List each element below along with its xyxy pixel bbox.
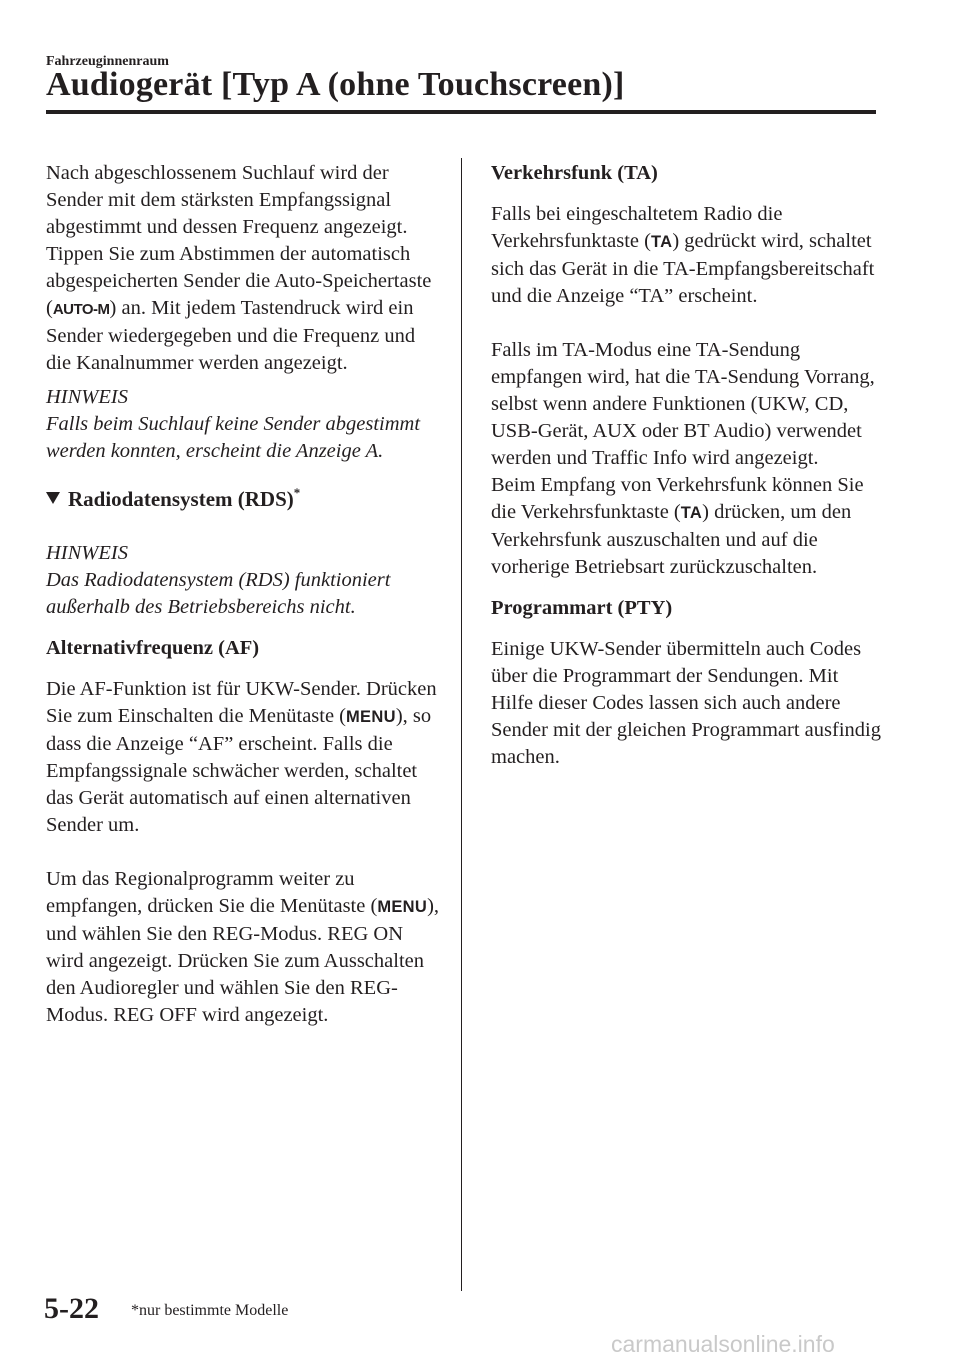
auto-m-key-label: AUTO-M — [52, 301, 110, 318]
right-column — [491, 160, 883, 771]
footnote: *nur bestimmte Modelle — [131, 1302, 289, 1319]
text-span: ) gedrückt wird, schaltet sich das Gerät in die TA-Empfangsbereitschaft und die Anzeige “TA” erscheint. — [491, 230, 875, 307]
triangle-bullet-icon — [46, 492, 60, 504]
text-span: Um das Regionalprogramm weiter zu empfangen, drücken Sie die Menütaste ( — [46, 868, 378, 917]
left-column — [46, 160, 441, 1029]
text-span: Die AF-Funktion ist für UKW-Sender. Drücken Sie zum Einschalten die Menütaste ( — [46, 678, 437, 727]
page-title: Audiogerät [Typ A (ohne Touchscreen)] — [46, 66, 625, 103]
ta-heading: Verkehrsfunk (TA) — [491, 162, 658, 184]
menu-key-label: MENU — [377, 898, 428, 916]
af-heading: Alternativfrequenz (AF) — [46, 637, 260, 659]
text-span: Falls bei eingeschaltetem Radio die Verkehrsfunktaste ( — [491, 203, 783, 252]
ta-mode-paragraph: Falls im TA-Modus eine TA-Sendung empfangen wird, hat die TA-Sendung Vorrang, selbst wenn andere Funktionen (UKW, CD, USB-Gerät, AUX oder BT Audio) verwendet werden und Traffic Info wird angezeigt. — [491, 339, 875, 469]
footnote-star: * — [293, 485, 301, 500]
text-span: Nach abgeschlossenem Suchlauf wird der Sender mit dem stärksten Empfangssignal abgestimmt und dessen Frequenz angezeigt. Tippen Sie zum Abstimmen der automatisch abgespeicherten Sender die Auto-Speichertaste ( — [46, 162, 432, 319]
af-paragraph — [46, 676, 441, 839]
note-title: HINWEIS — [46, 542, 128, 564]
menu-key-label: MENU — [346, 708, 396, 726]
column-divider — [461, 158, 462, 1291]
page-number: 5-22 — [44, 1292, 99, 1325]
text-span: ), und wählen Sie den REG-Modus. REG ON wird angezeigt. Drücken Sie zum Ausschalten den Audioregler und wählen Sie den REG-Modus. REG OFF wird angezeigt. — [46, 895, 440, 1026]
title-rule — [46, 110, 876, 114]
section-header: Fahrzeuginnenraum — [46, 54, 169, 69]
note-text: Falls beim Suchlauf keine Sender abgestimmt werden konnten, erscheint die Anzeige A. — [46, 413, 421, 462]
text-span: ) an. Mit jedem Tastendruck wird ein Sender wiedergegeben und die Frequenz und die Kanalnummer werden angezeigt. — [46, 297, 416, 374]
ta-off-paragraph — [491, 472, 883, 581]
note-text: Das Radiodatensystem (RDS) funktioniert außerhalb des Betriebsbereichs nicht. — [46, 569, 391, 618]
note-title: HINWEIS — [46, 386, 128, 408]
rds-heading-text: Radiodatensystem (RDS) — [68, 487, 294, 511]
pty-heading: Programmart (PTY) — [491, 597, 673, 619]
pty-paragraph: Einige UKW-Sender übermitteln auch Codes über die Programmart der Sendungen. Mit Hilfe dieser Codes lassen sich auch andere Sender mit der gleichen Programmart ausfindig machen. — [491, 638, 881, 768]
ta-key-label: TA — [680, 504, 703, 522]
text-span: ) drücken, um den Verkehrsfunk auszuschalten und auf die vorherige Betriebsart zurückzuschalten. — [491, 501, 852, 578]
ta-paragraph — [491, 201, 883, 310]
text-span: ), so dass die Anzeige “AF” erscheint. Falls die Empfangssignale schwächer werden, schaltet das Gerät automatisch auf einen alternativen Sender um. — [46, 705, 432, 836]
ta-key-label: TA — [650, 233, 673, 251]
regional-program-paragraph — [46, 866, 441, 1029]
text-span: Beim Empfang von Verkehrsfunk können Sie die Verkehrsfunktaste ( — [491, 474, 864, 523]
rds-heading — [46, 479, 441, 513]
search-result-paragraph — [46, 160, 441, 377]
watermark: carmanualsonline.info — [611, 1331, 835, 1357]
